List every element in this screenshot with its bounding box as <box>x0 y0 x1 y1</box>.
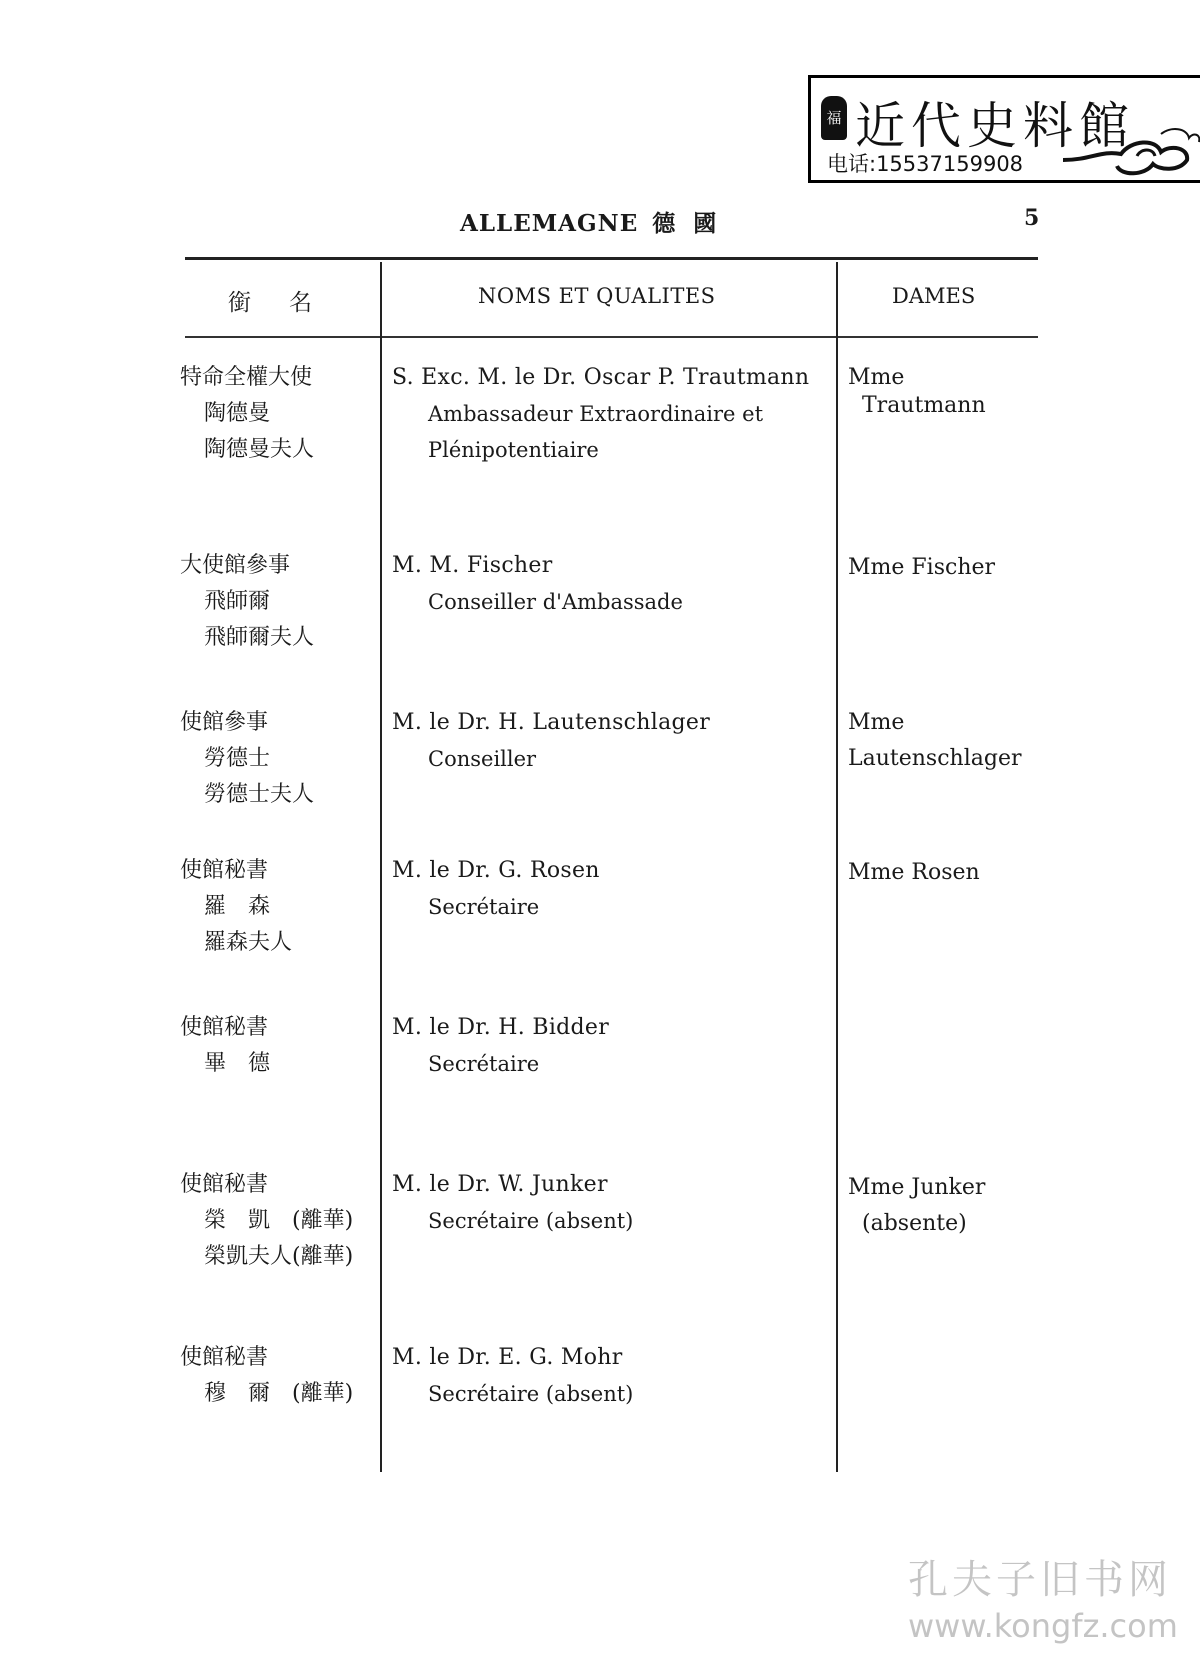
table-top-rule <box>185 257 1038 260</box>
zh-spouse: 陶德曼夫人 <box>204 437 315 462</box>
column-header-names: NOMS ET QUALITES <box>478 284 716 308</box>
official-qualite: Conseiller d'Ambassade <box>428 590 683 614</box>
watermark-url: www.kongfz.com <box>908 1607 1178 1645</box>
entry-zh-title <box>180 853 380 961</box>
header-title-zh: 德國 <box>652 210 735 237</box>
zh-name: 穆 爾 (離華) <box>204 1381 354 1406</box>
entry-zh-title <box>180 705 380 813</box>
entry-zh-title <box>180 1340 380 1412</box>
zh-name: 羅 森 <box>204 894 271 919</box>
entry-zh-title <box>180 1010 380 1082</box>
zh-name: 勞德士 <box>204 746 271 771</box>
column-header-title-zh: 銜名 <box>228 290 350 316</box>
official-name: S. Exc. M. le Dr. Oscar P. Trautmann <box>392 365 810 390</box>
official-name: M. le Dr. H. Lautenschlager <box>392 710 711 735</box>
zh-rank: 使館秘書 <box>180 858 269 883</box>
entry-zh-title <box>180 1167 380 1275</box>
seal-icon: 福 <box>821 96 847 140</box>
official-qualite: Plénipotentiaire <box>428 438 599 462</box>
entry-names <box>392 1340 832 1412</box>
column-divider <box>836 262 838 1472</box>
page-header <box>460 205 734 238</box>
stamp-title: 近代史料館 <box>855 97 1135 155</box>
column-divider <box>380 262 382 1472</box>
official-qualite: Secrétaire (absent) <box>428 1209 634 1233</box>
official-qualite: Secrétaire <box>428 1052 540 1076</box>
entry-names <box>392 360 832 468</box>
zh-spouse: 榮凱夫人(離華) <box>204 1244 354 1269</box>
zh-spouse: 飛師爾夫人 <box>204 625 315 650</box>
official-qualite: Ambassadeur Extraordinaire et <box>428 402 764 426</box>
entry-names <box>392 705 832 777</box>
dame-name: Mme <box>848 710 905 735</box>
entry-zh-title <box>180 548 380 656</box>
entry-dames <box>848 360 1048 424</box>
table-header-rule <box>185 336 1038 338</box>
header-title: ALLEMAGNE <box>460 210 639 237</box>
zh-rank: 使館秘書 <box>180 1345 269 1370</box>
entry-zh-title <box>180 360 380 468</box>
official-qualite: Secrétaire <box>428 895 540 919</box>
zh-spouse: 羅森夫人 <box>204 930 293 955</box>
zh-name: 陶德曼 <box>204 401 271 426</box>
entry-names <box>392 1010 832 1082</box>
dame-name: Lautenschlager <box>848 746 1022 771</box>
dame-name: Mme Fischer <box>848 555 996 580</box>
entry-dames <box>848 550 1048 586</box>
cloud-ornament-icon <box>1061 120 1200 180</box>
watermark <box>908 1548 1178 1645</box>
dame-name: (absente) <box>862 1211 967 1236</box>
official-qualite: Secrétaire (absent) <box>428 1382 634 1406</box>
official-name: M. le Dr. E. G. Mohr <box>392 1345 623 1370</box>
stamp-phone: 电话:15537159908 <box>827 152 1024 176</box>
official-name: M. le Dr. H. Bidder <box>392 1015 610 1040</box>
entry-names <box>392 548 832 620</box>
zh-rank: 特命全權大使 <box>180 365 313 390</box>
official-name: M. le Dr. G. Rosen <box>392 858 600 883</box>
archive-stamp <box>808 75 1200 183</box>
zh-name: 畢 德 <box>204 1051 271 1076</box>
zh-rank: 大使館參事 <box>180 553 291 578</box>
dame-name: Mme Junker <box>848 1175 986 1200</box>
entry-dames <box>848 1170 1048 1242</box>
dame-name: Mme Rosen <box>848 860 980 885</box>
zh-rank: 使館參事 <box>180 710 269 735</box>
dame-name: Mme <box>848 365 905 390</box>
column-header-dames: DAMES <box>892 284 976 308</box>
zh-name: 榮 凱 (離華) <box>204 1208 354 1233</box>
zh-spouse: 勞德士夫人 <box>204 782 315 807</box>
zh-rank: 使館秘書 <box>180 1015 269 1040</box>
official-name: M. le Dr. W. Junker <box>392 1172 608 1197</box>
watermark-text: 孔夫子旧书网 <box>908 1557 1172 1603</box>
entry-names <box>392 853 832 925</box>
entry-names <box>392 1167 832 1239</box>
zh-rank: 使館秘書 <box>180 1172 269 1197</box>
official-qualite: Conseiller <box>428 747 537 771</box>
dame-name: Trautmann <box>862 393 986 418</box>
official-name: M. M. Fischer <box>392 553 553 578</box>
page-number: 5 <box>1024 205 1040 231</box>
entry-dames <box>848 705 1048 777</box>
entry-dames <box>848 855 1048 891</box>
zh-name: 飛師爾 <box>204 589 271 614</box>
